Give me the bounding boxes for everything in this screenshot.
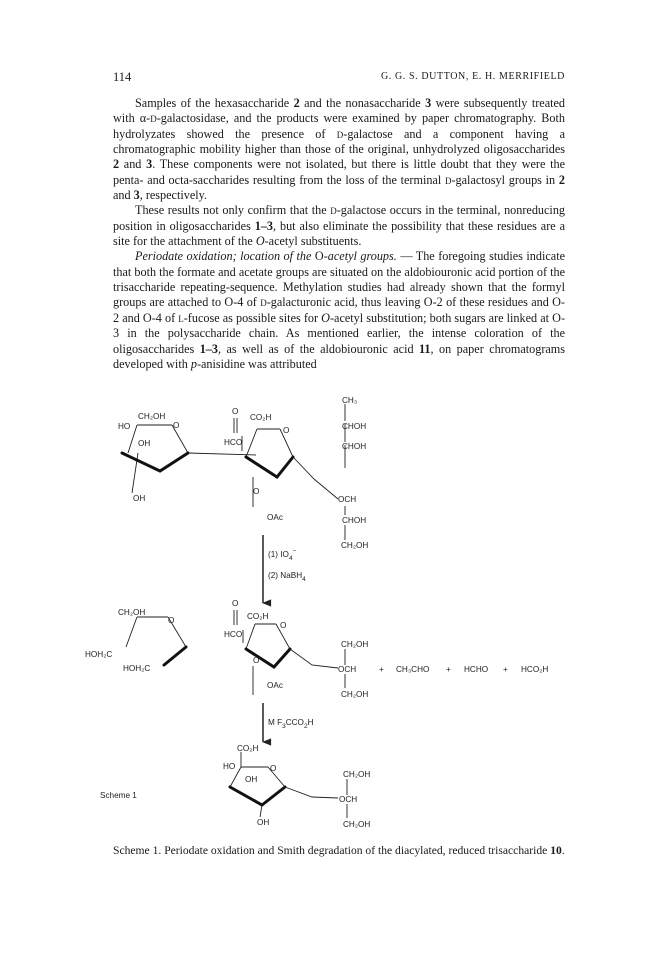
ring-oxygen-label: O — [270, 764, 277, 773]
reagent-label: (2) NaBH$_4$ — [268, 571, 306, 583]
reaction-arrow-2 — [263, 703, 314, 742]
ch2oh-label: CH₂OH — [343, 820, 371, 829]
oh-label: OH — [257, 818, 270, 827]
carbonyl-oxygen-label: O — [232, 407, 239, 416]
link-oxygen-label: O — [253, 487, 260, 496]
co2h-label: CO₂H — [247, 612, 269, 621]
paragraph-2: These results not only confirm that the d-galactose occurs in the terminal, nonreducing position in oligosaccharides 1–3, but also eliminate the possibility that these residues are a site for the attachment of the O-acetyl substituents. — [113, 203, 566, 249]
ho-label: HO — [223, 762, 236, 771]
ch2oh-label: CH₂OH — [341, 690, 369, 699]
scheme-caption: Scheme 1. Periodate oxidation and Smith degradation of the diacylated, reduced trisaccharide 10. — [113, 844, 565, 857]
co2h-label: CO₂H — [250, 413, 272, 422]
hoh2c-label: HOH₂C — [123, 664, 151, 673]
ring-oxygen-label: O — [280, 621, 287, 630]
chain-carbon-label: CHOH — [342, 422, 367, 431]
running-head: G. G. S. DUTTON, E. H. MERRIFIELD — [380, 71, 565, 82]
ring-oxygen-label: O — [173, 421, 180, 430]
paragraph-1: Samples of the hexasaccharide 2 and the nonasaccharide 3 were subsequently treated with α-d-galactosidase, and the products were examined by paper chromatography. Both hydrolyzates showed the presence of d-galactose and a component having a chromatographic mobility higher than those of the original, unhydrolyzed oligosaccharides 2 and 3. These components were not isolated, but there is little doubt that they were the penta- and octa-saccharides resulting from the loss of the terminal d-galactosyl groups in 2 and 3, respectively. — [113, 96, 565, 203]
structure-2 — [85, 599, 548, 699]
ch2oh-label: CH₂OH — [341, 541, 369, 550]
scheme-label: Scheme 1 — [100, 791, 137, 800]
oh-label: OH — [138, 439, 151, 448]
page-header — [113, 70, 565, 86]
reagent-label: (1) $IO_4^-$ — [268, 548, 297, 562]
galactose-ring-1 — [118, 412, 256, 503]
uronic-acid-ring-1 — [224, 407, 338, 522]
oh-label: OH — [245, 775, 258, 784]
ring-oxygen-label: O — [168, 616, 175, 625]
ch3-label: CH₃ — [342, 396, 358, 405]
glycerol-chain-3 — [339, 770, 370, 829]
ch2oh-label: CH₂OH — [138, 412, 166, 421]
hco-label: HCO — [224, 630, 243, 639]
acetaldehyde-label: CH₃CHO — [396, 665, 430, 674]
carbonyl-oxygen-label: O — [232, 599, 239, 608]
fucitol-chain — [338, 396, 368, 550]
scheme-1-diagram — [80, 395, 600, 835]
chain-carbon-label: CHOH — [342, 516, 367, 525]
paragraph-3: Periodate oxidation; location of the O-acetyl groups. — The foregoing studies indicate that both the formate and acetate groups are situated on the aldobiouronic acid portion of the trisaccharide repeating-sequence. Methylation studies had already shown that the formyl groups are attached to O-4 of d-galacturonic acid, thus leaving O-2 of these residues and O-2 and O-4 of l-fucose as possible sites for O-acetyl substitution; both sugars are linked at O-3 in the polysaccharide chain. As mentioned earlier, the intense coloration of the oligosaccharides 1–3, as well as of the aldobiouronic acid 11, on paper chromatograms developed with p-anisidine was attributed — [113, 249, 566, 371]
formic-acid-label: HCO₂H — [521, 665, 549, 674]
structure-3 — [100, 744, 370, 829]
hoh2c-label: HOH₂C — [85, 650, 113, 659]
glycerol-chain-2 — [338, 640, 368, 699]
link-oxygen-label: O — [253, 656, 260, 665]
structure-1 — [118, 396, 368, 550]
och-label: OCH — [338, 495, 357, 504]
plus-sign: + — [379, 665, 384, 674]
chain-carbon-label: CHOH — [342, 442, 367, 451]
plus-sign: + — [446, 665, 451, 674]
galactose-ring-2 — [85, 608, 186, 673]
och-label: OCH — [339, 795, 358, 804]
plus-sign: + — [503, 665, 508, 674]
byproducts — [379, 665, 548, 674]
ch2oh-label: CH₂OH — [341, 640, 369, 649]
galacturonic-ring-3 — [223, 744, 338, 827]
co2h-label: CO₂H — [237, 744, 259, 753]
oac-label: OAc — [267, 513, 283, 522]
ch2oh-label: CH₂OH — [118, 608, 146, 617]
page-number: 114 — [113, 70, 132, 84]
oac-label: OAc — [267, 681, 283, 690]
reagent-label: M $F_3CCO_2H$ — [268, 718, 314, 730]
reaction-arrow-1 — [263, 535, 306, 603]
ho-label: HO — [118, 422, 131, 431]
ch2oh-label: CH₂OH — [343, 770, 371, 779]
uronic-acid-ring-2 — [224, 599, 338, 695]
ring-oxygen-label: O — [283, 426, 290, 435]
och-label: OCH — [338, 665, 357, 674]
oh-label: OH — [133, 494, 146, 503]
hco-label: HCO — [224, 438, 243, 447]
body-text — [113, 96, 565, 372]
formaldehyde-label: HCHO — [464, 665, 489, 674]
